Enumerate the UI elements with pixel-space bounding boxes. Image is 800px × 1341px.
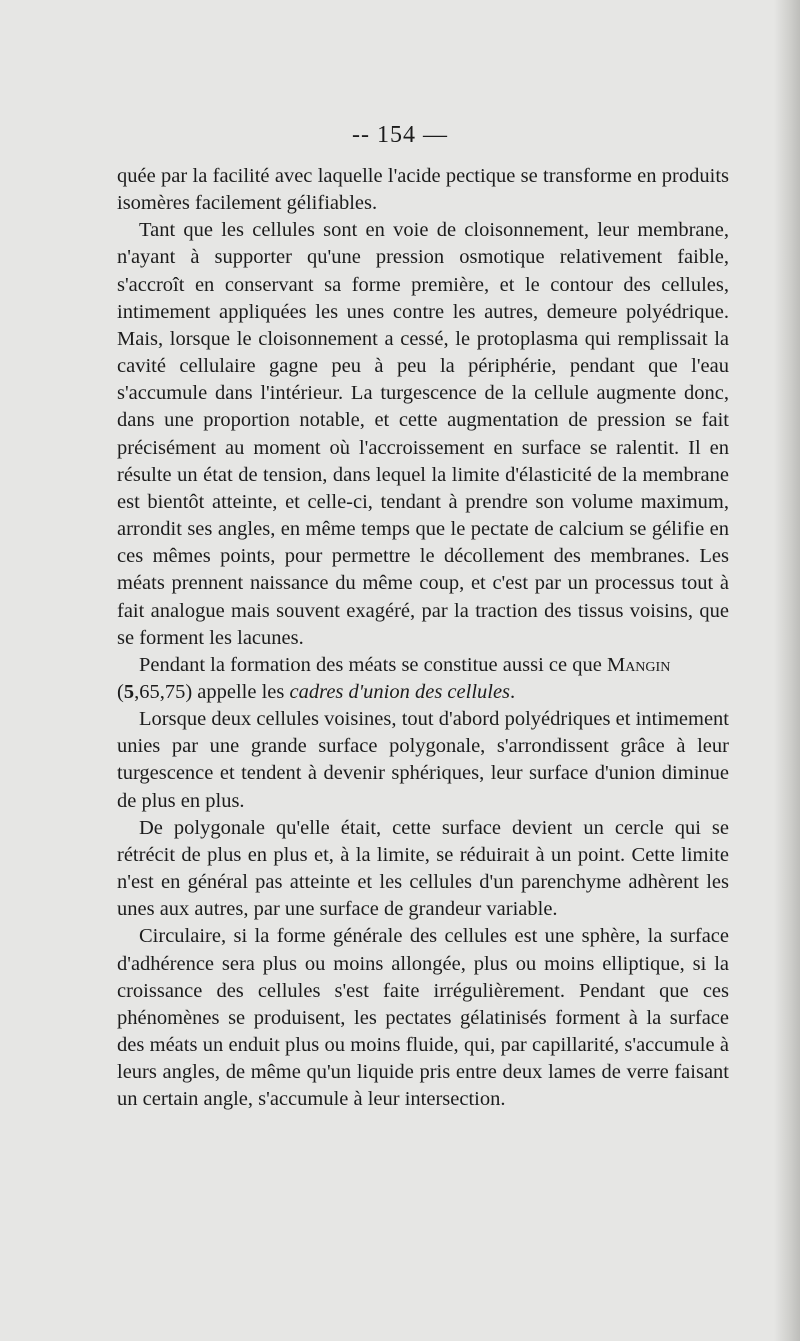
author-name: Mangin — [606, 653, 671, 676]
paragraph-6: Circulaire, si la forme générale des cellules est une sphère, la surface d'adhérence sera plus ou moins allongée, plus ou moins elliptique, si la croissance des cellules s'est faite irrégulièrement. Pendant que ces phénomènes se produisent, les pectates gélatinisés forment à la surface des méats un enduit plus ou moins fluide, qui, par capillarité, s'accumule à leurs angles, de même qu'un liquide pris entre deux lames de verre faisant un certain angle, s'accumule à leur intersection. — [117, 925, 729, 1111]
paragraph-5: De polygonale qu'elle était, cette surface devient un cercle qui se rétrécit de plus en plus et, à la limite, se réduirait à un point. Cette limite n'est en général pas atteinte et les cellules d'un parenchyme adhèrent les unes aux autres, par une surface de grandeur variable. — [117, 816, 729, 921]
reference-open: ( — [117, 680, 124, 703]
paragraph-4: Lorsque deux cellules voisines, tout d'abord polyédriques et intimement unies par une grande surface polygonale, s'arrondissent grâce à leur turgescence et tendent à devenir sphériques, leur surface d'union diminue de plus en plus. — [117, 708, 729, 812]
body-text — [117, 163, 729, 1113]
paragraph-3-middle: appelle les — [192, 680, 290, 703]
paragraph-3 — [117, 652, 729, 706]
paragraph-2: Tant que les cellules sont en voie de cloisonnement, leur membrane, n'ayant à supporter qu'une pression osmotique relativement faible, s'accroît en conservant sa forme première, et le contour des cellules, intimement appliquées les unes contre les autres, demeure polyédrique. Mais, lorsque le cloisonnement a cessé, le protoplasma qui remplissait la cavité cellulaire gagne peu à peu la périphérie, pendant que l'eau s'accumule dans l'intérieur. La turgescence de la cellule augmente donc, dans une proportion notable, et cette augmentation de pression se fait précisément au moment où l'accroissement en surface se ralentit. Il en résulte un état de tension, dans lequel la limite d'élasticité de la membrane est bientôt atteinte, et celle-ci, tendant à prendre son volume maximum, arrondit ses angles, en même temps que le pectate de calcium se gélifie en ces mêmes points, pour permettre le décollement des membranes. Les méats prennent naissance du même coup, et c'est par un processus tout à fait analogue mais souvent exagéré, par la traction des tissus voisins, que se forment les lacunes. — [117, 219, 729, 649]
paragraph-1: quée par la facilité avec laquelle l'acide pectique se transforme en produits isomères facilement gélifiables. — [117, 165, 729, 215]
reference-volume: 5 — [123, 680, 135, 703]
page-number: -- 154 — — [352, 122, 448, 148]
reference-pages: ,65,75) — [134, 680, 193, 703]
paragraph-3-before: Pendant la formation des méats se constitue aussi ce que — [139, 653, 607, 676]
page-edge — [774, 0, 800, 1341]
paragraph-3-end: . — [510, 680, 516, 703]
italic-term: cadres d'union des cellules — [289, 680, 511, 703]
